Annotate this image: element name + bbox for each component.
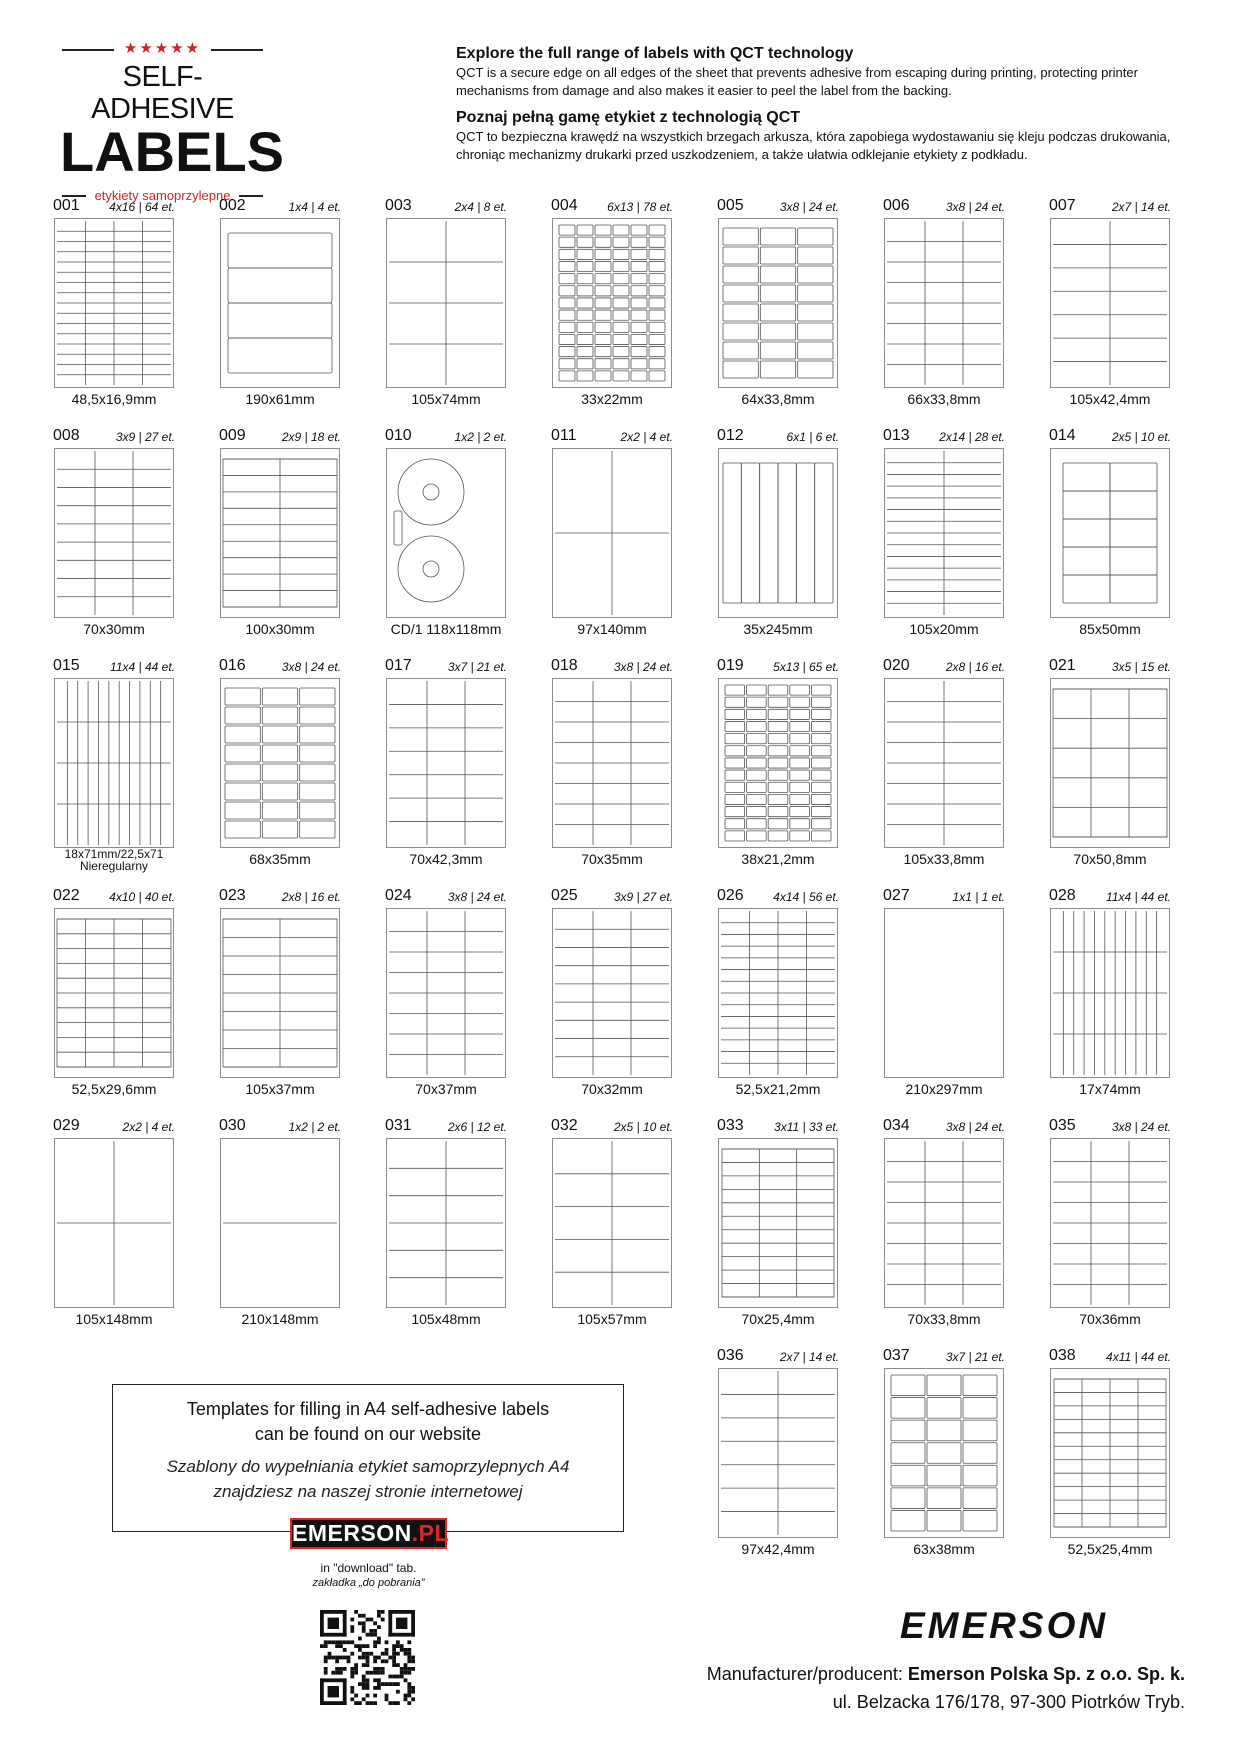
label-sheet-001 (52, 196, 176, 408)
label-layout: 1x4 | 4 et. (288, 200, 341, 214)
label-sheet-preview (1050, 908, 1170, 1078)
label-sheet-006 (882, 196, 1006, 408)
label-sheet-032 (550, 1116, 674, 1328)
label-layout: 2x8 | 16 et. (945, 660, 1005, 674)
intro-en-text: QCT is a secure edge on all edges of the sheet that prevents adhesive from escaping during printing, protecting printer mechanisms from damage and also makes it easier to peel the label from the backing. (456, 65, 1138, 98)
label-dimensions: 210x148mm (241, 1311, 319, 1327)
label-layout: 2x7 | 14 et. (779, 1350, 839, 1364)
label-grid-icon (719, 679, 837, 847)
label-sheet-preview (386, 218, 506, 388)
label-layout: 11x4 | 44 et. (110, 660, 175, 674)
label-dimensions: 105x37mm (245, 1081, 315, 1097)
label-dimensions: CD/1 118x118mm (390, 621, 502, 637)
label-sheet-header (882, 1346, 1006, 1366)
label-layout: 3x5 | 15 et. (1111, 660, 1171, 674)
label-number: 023 (219, 887, 246, 904)
label-sheet-013 (882, 426, 1006, 638)
label-grid-icon (1051, 909, 1169, 1077)
manufacturer-line (707, 1660, 1185, 1688)
label-dimensions: 100x30mm (245, 621, 315, 637)
label-number: 004 (551, 197, 578, 214)
label-sheet-header (550, 426, 674, 446)
manufacturer-company: Emerson Polska Sp. z o.o. Sp. k. (907, 1664, 1185, 1684)
label-sheet-header (52, 426, 176, 446)
label-grid-icon (55, 909, 173, 1077)
label-sheet-004 (550, 196, 674, 408)
label-sheet-preview (718, 1368, 838, 1538)
label-sheet-preview (884, 1138, 1004, 1308)
label-sheet-preview (220, 1138, 340, 1308)
label-layout: 3x8 | 24 et. (1111, 1120, 1171, 1134)
website-info-box (112, 1384, 624, 1532)
logo-subtitle: etykiety samoprzylepne (94, 188, 231, 203)
label-layout: 1x2 | 2 et. (288, 1120, 341, 1134)
label-sheet-preview (1050, 218, 1170, 388)
label-dimensions: 66x33,8mm (907, 391, 981, 407)
label-grid-icon (553, 449, 671, 617)
label-grid-icon (719, 1139, 837, 1307)
label-grid-icon (55, 219, 173, 387)
label-number: 030 (219, 1117, 246, 1134)
label-number: 012 (717, 427, 744, 444)
intro-pl-title: Poznaj pełną gamę etykiet z technologią QCT (456, 109, 801, 126)
label-dimensions: 105x20mm (909, 621, 979, 637)
label-sheet-preview (552, 678, 672, 848)
label-sheet-preview (718, 678, 838, 848)
label-sheet-preview (220, 448, 340, 618)
label-layout: 2x2 | 4 et. (620, 430, 673, 444)
label-number: 022 (53, 887, 80, 904)
label-sheet-header (1048, 196, 1172, 216)
label-dimensions: 105x48mm (411, 1311, 481, 1327)
label-sheet-030 (218, 1116, 342, 1328)
label-dimensions: 105x57mm (577, 1311, 647, 1327)
label-grid-icon (387, 909, 505, 1077)
label-number: 033 (717, 1117, 744, 1134)
label-grid-icon (553, 219, 671, 387)
label-number: 003 (385, 197, 412, 214)
label-dimensions: 70x36mm (1079, 1311, 1141, 1327)
logo-line-1: SELF-ADHESIVE (91, 61, 234, 125)
label-number: 013 (883, 427, 910, 444)
label-dimensions: 70x30mm (83, 621, 145, 637)
label-layout: 2x7 | 14 et. (1111, 200, 1171, 214)
label-dimensions: 85x50mm (1079, 621, 1141, 637)
label-sheet-019 (716, 656, 840, 868)
label-layout: 3x8 | 24 et. (447, 890, 507, 904)
label-layout: 2x5 | 10 et. (1111, 430, 1171, 444)
label-layout: 2x5 | 10 et. (613, 1120, 673, 1134)
label-sheet-022 (52, 886, 176, 1098)
label-number: 021 (1049, 657, 1076, 674)
label-sheet-header (716, 426, 840, 446)
label-dimensions: 17x74mm (1079, 1081, 1141, 1097)
label-number: 001 (53, 197, 80, 214)
label-grid-icon (885, 1369, 1003, 1537)
download-note-en: in "download" tab. (320, 1561, 417, 1575)
label-sheet-header (52, 196, 176, 216)
label-sheet-header (384, 1116, 508, 1136)
label-number: 014 (1049, 427, 1076, 444)
label-grid-icon (387, 1139, 505, 1307)
label-sheet-008 (52, 426, 176, 638)
label-sheet-header (218, 196, 342, 216)
label-sheet-preview (884, 218, 1004, 388)
label-dimensions: 70x32mm (581, 1081, 643, 1097)
label-number: 017 (385, 657, 412, 674)
label-sheet-preview (54, 678, 174, 848)
label-grid-icon (221, 449, 339, 617)
label-number: 024 (385, 887, 412, 904)
label-sheet-preview (386, 448, 506, 618)
label-grid-icon (885, 449, 1003, 617)
label-sheet-preview (718, 908, 838, 1078)
website-badge-name: EMERSON (292, 1520, 412, 1546)
label-grid-icon (719, 909, 837, 1077)
label-layout: 5x13 | 65 et. (773, 660, 839, 674)
label-sheet-header (384, 886, 508, 906)
label-sheet-header (550, 1116, 674, 1136)
label-sheet-header (550, 196, 674, 216)
label-layout: 3x8 | 24 et. (613, 660, 673, 674)
label-number: 032 (551, 1117, 578, 1134)
label-number: 020 (883, 657, 910, 674)
label-sheet-preview (1050, 1138, 1170, 1308)
label-sheet-029 (52, 1116, 176, 1328)
label-number: 008 (53, 427, 80, 444)
label-sheet-016 (218, 656, 342, 868)
label-sheet-header (882, 656, 1006, 676)
label-dimensions: 210x297mm (905, 1081, 983, 1097)
label-sheet-preview (386, 678, 506, 848)
label-number: 028 (1049, 887, 1076, 904)
label-dimensions: 105x42,4mm (1069, 391, 1151, 407)
label-sheet-preview (552, 218, 672, 388)
label-dimensions: 63x38mm (913, 1541, 975, 1557)
label-sheet-preview (220, 678, 340, 848)
label-sheet-preview (386, 908, 506, 1078)
label-sheet-015 (52, 656, 176, 873)
label-dimensions: 68x35mm (249, 851, 311, 867)
label-grid-icon (719, 449, 837, 617)
label-grid-icon (885, 219, 1003, 387)
label-grid-icon (55, 1139, 173, 1307)
label-sheet-027 (882, 886, 1006, 1098)
label-layout: 4x16 | 64 et. (109, 200, 175, 214)
label-dimensions: 105x74mm (411, 391, 481, 407)
label-number: 006 (883, 197, 910, 214)
label-dimensions: 48,5x16,9mm (71, 391, 157, 407)
label-grid-icon (885, 909, 1003, 1077)
website-info-pl-line-1: Szablony do wypełniania etykiet samoprzylepnych A4 (166, 1457, 570, 1476)
label-grid-icon (719, 1369, 837, 1537)
label-grid-icon (553, 679, 671, 847)
label-number: 035 (1049, 1117, 1076, 1134)
label-sheet-header (218, 1116, 342, 1136)
intro-pl-text: QCT to bezpieczna krawędź na wszystkich brzegach arkusza, która zapobiega wydostawaniu się kleju podczas drukowania, chroniąc mechanizmy drukarki przed uszkodzeniem, a także ułatwia odklejanie etykiety z podkładu. (456, 129, 1171, 162)
label-dimensions: 70x50,8mm (1073, 851, 1147, 867)
label-layout: 3x9 | 27 et. (613, 890, 673, 904)
brand-logo: EMERSON (900, 1605, 1109, 1646)
label-sheet-header (716, 1346, 840, 1366)
label-layout: 6x13 | 78 et. (607, 200, 673, 214)
label-layout: 2x6 | 12 et. (447, 1120, 507, 1134)
label-sheet-preview (54, 448, 174, 618)
label-layout: 2x9 | 18 et. (281, 430, 341, 444)
label-number: 027 (883, 887, 910, 904)
label-sheet-026 (716, 886, 840, 1098)
download-note (200, 1560, 537, 1591)
download-note-pl: zakładka „do pobrania” (312, 1577, 425, 1589)
label-sheet-preview (884, 448, 1004, 618)
label-sheet-header (52, 656, 176, 676)
label-grid-icon (387, 219, 505, 387)
label-sheet-header (218, 426, 342, 446)
label-sheet-preview (1050, 1368, 1170, 1538)
label-number: 034 (883, 1117, 910, 1134)
label-sheet-header (550, 886, 674, 906)
label-dimensions: 33x22mm (581, 391, 643, 407)
label-grid-icon (55, 449, 173, 617)
label-layout: 11x4 | 44 et. (1106, 890, 1171, 904)
label-dimensions: 35x245mm (743, 621, 813, 637)
label-number: 038 (1049, 1347, 1076, 1364)
label-dimensions: 70x42,3mm (409, 851, 483, 867)
label-number: 018 (551, 657, 578, 674)
label-dimensions: 52,5x25,4mm (1067, 1541, 1153, 1557)
label-layout: 6x1 | 6 et. (786, 430, 839, 444)
website-info-en (113, 1397, 623, 1447)
label-sheet-header (716, 1116, 840, 1136)
label-sheet-preview (552, 1138, 672, 1308)
label-dimensions: 70x35mm (581, 851, 643, 867)
label-grid-icon (221, 679, 339, 847)
label-grid-icon (885, 1139, 1003, 1307)
label-sheet-038 (1048, 1346, 1172, 1558)
label-layout: 3x8 | 24 et. (945, 1120, 1005, 1134)
label-sheet-009 (218, 426, 342, 638)
label-sheet-header (1048, 656, 1172, 676)
label-layout: 2x2 | 4 et. (122, 1120, 175, 1134)
label-sheet-header (1048, 1116, 1172, 1136)
label-grid-icon (553, 909, 671, 1077)
label-layout: 1x2 | 2 et. (454, 430, 507, 444)
label-sheet-preview (220, 908, 340, 1078)
label-dimensions: 97x42,4mm (741, 1541, 815, 1557)
label-layout: 4x11 | 44 et. (1106, 1350, 1171, 1364)
label-number: 025 (551, 887, 578, 904)
label-sheet-preview (718, 1138, 838, 1308)
label-sheet-005 (716, 196, 840, 408)
label-layout: 3x7 | 21 et. (447, 660, 507, 674)
label-grid-icon (387, 449, 505, 617)
website-badge[interactable] (290, 1518, 450, 1549)
label-number: 016 (219, 657, 246, 674)
website-info-en-line-1: Templates for filling in A4 self-adhesive labels (186, 1399, 550, 1419)
label-sheet-header (384, 196, 508, 216)
label-sheet-header (52, 1116, 176, 1136)
label-grid-icon (553, 1139, 671, 1307)
label-sheet-003 (384, 196, 508, 408)
label-layout: 3x7 | 21 et. (945, 1350, 1005, 1364)
label-sheet-017 (384, 656, 508, 868)
website-info-en-line-2: can be found on our website (254, 1424, 482, 1444)
label-number: 011 (551, 427, 577, 444)
logo (60, 40, 284, 203)
label-sheet-033 (716, 1116, 840, 1328)
label-layout: 2x8 | 16 et. (281, 890, 341, 904)
label-number: 026 (717, 887, 744, 904)
label-sheet-021 (1048, 656, 1172, 868)
logo-line-2: LABELS (60, 120, 284, 183)
label-number: 005 (717, 197, 744, 214)
label-number: 029 (53, 1117, 80, 1134)
label-number: 019 (717, 657, 744, 674)
label-sheet-preview (54, 218, 174, 388)
label-sheet-header (882, 886, 1006, 906)
label-grid-icon (1051, 449, 1169, 617)
label-sheet-header (384, 426, 508, 446)
label-grid-icon (1051, 219, 1169, 387)
label-number: 036 (717, 1347, 744, 1364)
label-sheet-preview (552, 908, 672, 1078)
intro-en-title: Explore the full range of labels with QCT technology (456, 45, 854, 62)
label-sheet-preview (1050, 448, 1170, 618)
label-layout: 1x1 | 1 et. (952, 890, 1005, 904)
label-sheet-012 (716, 426, 840, 638)
label-sheet-preview (884, 678, 1004, 848)
label-sheet-035 (1048, 1116, 1172, 1328)
label-sheet-header (218, 656, 342, 676)
label-layout: 2x4 | 8 et. (454, 200, 507, 214)
label-grid-icon (1051, 1369, 1169, 1537)
label-sheet-preview (54, 1138, 174, 1308)
label-dimensions: 52,5x21,2mm (735, 1081, 821, 1097)
label-layout: 3x8 | 24 et. (945, 200, 1005, 214)
label-sheet-header (1048, 1346, 1172, 1366)
label-dimensions: 70x37mm (415, 1081, 477, 1097)
label-sheet-023 (218, 886, 342, 1098)
label-sheet-preview (220, 218, 340, 388)
label-sheet-007 (1048, 196, 1172, 408)
label-layout: 3x11 | 33 et. (774, 1120, 839, 1134)
label-layout: 3x8 | 24 et. (779, 200, 839, 214)
label-sheet-034 (882, 1116, 1006, 1328)
intro (456, 44, 1186, 172)
label-sheet-header (550, 656, 674, 676)
label-grid-icon (885, 679, 1003, 847)
label-layout: 3x9 | 27 et. (115, 430, 175, 444)
label-grid-icon (1051, 1139, 1169, 1307)
label-dimensions: 18x71mm/22,5x71 Nieregularny (64, 847, 164, 873)
label-sheet-header (1048, 886, 1172, 906)
label-sheet-020 (882, 656, 1006, 868)
label-sheet-024 (384, 886, 508, 1098)
label-dimensions: 105x33,8mm (903, 851, 985, 867)
label-sheet-header (882, 196, 1006, 216)
website-info-pl (113, 1454, 623, 1504)
website-info-pl-line-2: znajdziesz na naszej stronie internetowej (213, 1482, 523, 1501)
label-sheet-header (882, 1116, 1006, 1136)
label-grid-icon (719, 219, 837, 387)
label-sheet-037 (882, 1346, 1006, 1558)
label-grid-icon (55, 679, 173, 847)
label-sheet-preview (718, 218, 838, 388)
label-sheet-018 (550, 656, 674, 868)
label-number: 002 (219, 197, 246, 214)
label-dimensions: 64x33,8mm (741, 391, 815, 407)
label-number: 009 (219, 427, 246, 444)
label-dimensions: 190x61mm (245, 391, 315, 407)
label-sheet-002 (218, 196, 342, 408)
manufacturer-address: ul. Belzacka 176/178, 97-300 Piotrków Tryb. (832, 1692, 1185, 1712)
label-sheet-header (882, 426, 1006, 446)
label-sheet-preview (386, 1138, 506, 1308)
label-sheet-preview (718, 448, 838, 618)
label-dimensions: 70x25,4mm (741, 1311, 815, 1327)
label-number: 037 (883, 1347, 910, 1364)
label-sheet-header (52, 886, 176, 906)
stars-icon: ★★★★★ (123, 40, 202, 57)
label-sheet-header (384, 656, 508, 676)
manufacturer-label: Manufacturer/producent: (706, 1664, 903, 1684)
label-sheet-031 (384, 1116, 508, 1328)
label-sheet-036 (716, 1346, 840, 1558)
label-dimensions: 38x21,2mm (741, 851, 815, 867)
qr-code-icon[interactable] (320, 1610, 415, 1705)
label-sheet-014 (1048, 426, 1172, 638)
label-number: 010 (385, 427, 412, 444)
manufacturer-info (707, 1660, 1185, 1716)
label-grid-icon (221, 1139, 339, 1307)
label-dimensions: 97x140mm (577, 621, 647, 637)
label-grid-icon (221, 909, 339, 1077)
label-sheet-preview (54, 908, 174, 1078)
label-sheet-preview (884, 1368, 1004, 1538)
label-sheet-011 (550, 426, 674, 638)
label-sheet-025 (550, 886, 674, 1098)
label-grid-icon (1051, 679, 1169, 847)
label-layout: 4x10 | 40 et. (109, 890, 175, 904)
label-sheet-header (716, 656, 840, 676)
label-number: 015 (53, 657, 80, 674)
label-layout: 3x8 | 24 et. (281, 660, 341, 674)
label-grid-icon (387, 679, 505, 847)
label-sheet-028 (1048, 886, 1172, 1098)
label-sheet-header (716, 196, 840, 216)
label-sheet-header (1048, 426, 1172, 446)
label-number: 031 (385, 1117, 412, 1134)
label-sheet-header (218, 886, 342, 906)
label-dimensions: 70x33,8mm (907, 1311, 981, 1327)
label-grid-icon (221, 219, 339, 387)
label-layout: 4x14 | 56 et. (773, 890, 839, 904)
label-layout: 2x14 | 28 et. (939, 430, 1005, 444)
label-number: 007 (1049, 197, 1076, 214)
label-sheet-preview (1050, 678, 1170, 848)
logo-star-line (60, 40, 265, 58)
label-sheet-preview (884, 908, 1004, 1078)
label-sheet-010 (384, 426, 508, 638)
label-dimensions: 105x148mm (75, 1311, 153, 1327)
label-dimensions: 52,5x29,6mm (71, 1081, 157, 1097)
label-sheet-preview (552, 448, 672, 618)
label-sheet-header (716, 886, 840, 906)
website-badge-tld: .PL (411, 1520, 450, 1546)
